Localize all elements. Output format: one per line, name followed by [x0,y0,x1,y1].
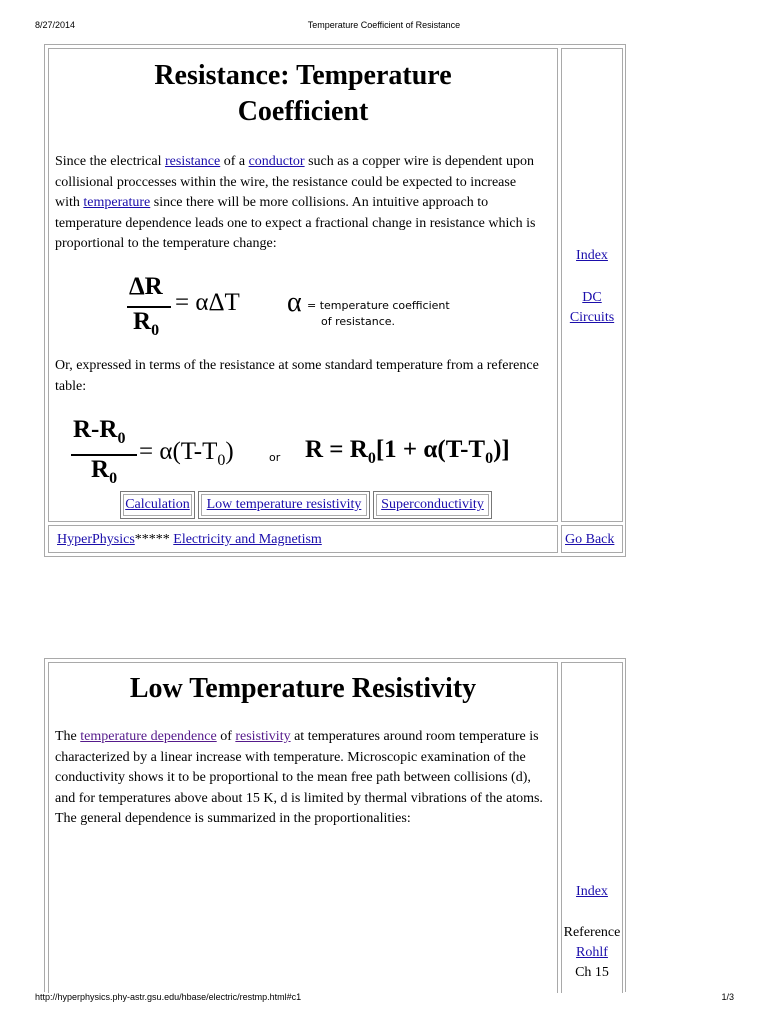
resistivity-paragraph [55,727,543,830]
page-title-line1: Resistance: Temperature [154,60,452,91]
equation-reference-form [59,414,554,489]
link-temperature-dependence[interactable]: temperature dependence [80,729,217,744]
hyperphysics-link[interactable]: HyperPhysics [57,532,135,547]
go-back-link[interactable]: Go Back [565,532,615,547]
rohlf-link[interactable]: Rohlf [576,945,608,960]
intro-text-2: of a [220,154,249,169]
page-title [49,58,557,130]
calculation-link[interactable]: Calculation [125,497,190,512]
main-content-cell [48,48,558,522]
eq2-form2: $R = R_0[1 + \alpha(T-T_0)]$ [305,436,510,467]
alpha-symbol: α [287,287,302,318]
intro-paragraph [55,152,543,255]
reference-paragraph: Or, expressed in terms of the resistance at some standard temperature from a reference table: [55,358,539,394]
eq2-rhs: = $\alpha(T-T_0)$ [139,438,234,469]
print-title: Temperature Coefficient of Resistance [307,20,461,30]
side-nav-links-2 [562,882,622,983]
superconductivity-button[interactable] [373,491,492,519]
index-link-2[interactable]: Index [576,884,608,899]
section-low-temperature-resistivity [44,658,626,992]
chapter-label: Ch 15 [575,965,609,980]
print-page-number: 1/3 [721,992,734,1002]
eq2-numerator: $R-R_0$ [73,416,126,447]
superconductivity-link[interactable]: Superconductivity [381,497,484,512]
alpha-definition-line1: = temperature coefficient [307,299,450,312]
main-content-cell-2 [48,662,558,993]
footer-stars: ***** [134,532,170,547]
or-label: or [269,451,281,464]
eq2-denominator: $R_0$ [91,456,118,487]
dc-circuits-link-line1[interactable]: DC [582,290,602,305]
calculation-button[interactable] [120,491,195,519]
link-resistance[interactable]: resistance [165,154,221,169]
side-nav-links [562,246,622,328]
res-text-1: The [55,729,81,744]
page-title-line2: Coefficient [237,96,369,127]
intro-text-1: Since the electrical [55,154,165,169]
intro-text-4: since there will be more collisions. An intuitive approach to temperature dependence leads one to expect a fractional change in resistance which is proportional to the temperature change: [55,195,536,251]
section2-title: Low Temperature Resistivity [129,673,477,704]
topic-button-row [120,491,492,519]
print-date: 8/27/2014 [35,20,76,30]
link-temperature[interactable]: temperature [83,195,151,210]
link-conductor[interactable]: conductor [248,154,305,169]
low-temperature-resistivity-button[interactable] [198,491,370,519]
print-footer [0,992,768,1006]
res-text-2: of [216,729,236,744]
eq1-denominator: $R_0$ [133,308,160,339]
equation-fractional-change [119,271,559,341]
footer-breadcrumb [57,530,322,550]
side-nav-cell [561,48,623,522]
reference-label: Reference [563,925,621,940]
link-resistivity[interactable]: resistivity [235,729,291,744]
electricity-magnetism-link[interactable]: Electricity and Magnetism [173,532,322,547]
go-back-cell [561,525,623,553]
eq1-numerator: ΔR [129,273,163,300]
side-nav-cell-2 [561,662,623,993]
alpha-definition-line2: of resistance. [321,315,396,328]
print-url: http://hyperphysics.phy-astr.gsu.edu/hbase/electric/restmp.html#c1 [35,992,302,1002]
intro-text-3: such as a copper wire is dependent upon collisional proccesses within the wire, the resistance could be expected to increase with [55,154,534,210]
index-link[interactable]: Index [576,248,608,263]
low-temperature-resistivity-link[interactable]: Low temperature resistivity [206,497,362,512]
section-temperature-coefficient [44,44,626,557]
print-header [0,20,768,34]
res-text-3: at temperatures around room temperature is characterized by a linear increase with temperature. Microscopic examination of the conductivity shows it to be proportional to the mean free path between collisions (d), and for temperatures above about 15 K, d is limited by thermal vibrations of the atoms. The general dependence is summarized in the proportionalities: [55,729,543,826]
eq1-rhs: = αΔT [175,289,240,316]
dc-circuits-link-line2[interactable]: Circuits [569,310,615,325]
footer-links-cell [48,525,558,553]
